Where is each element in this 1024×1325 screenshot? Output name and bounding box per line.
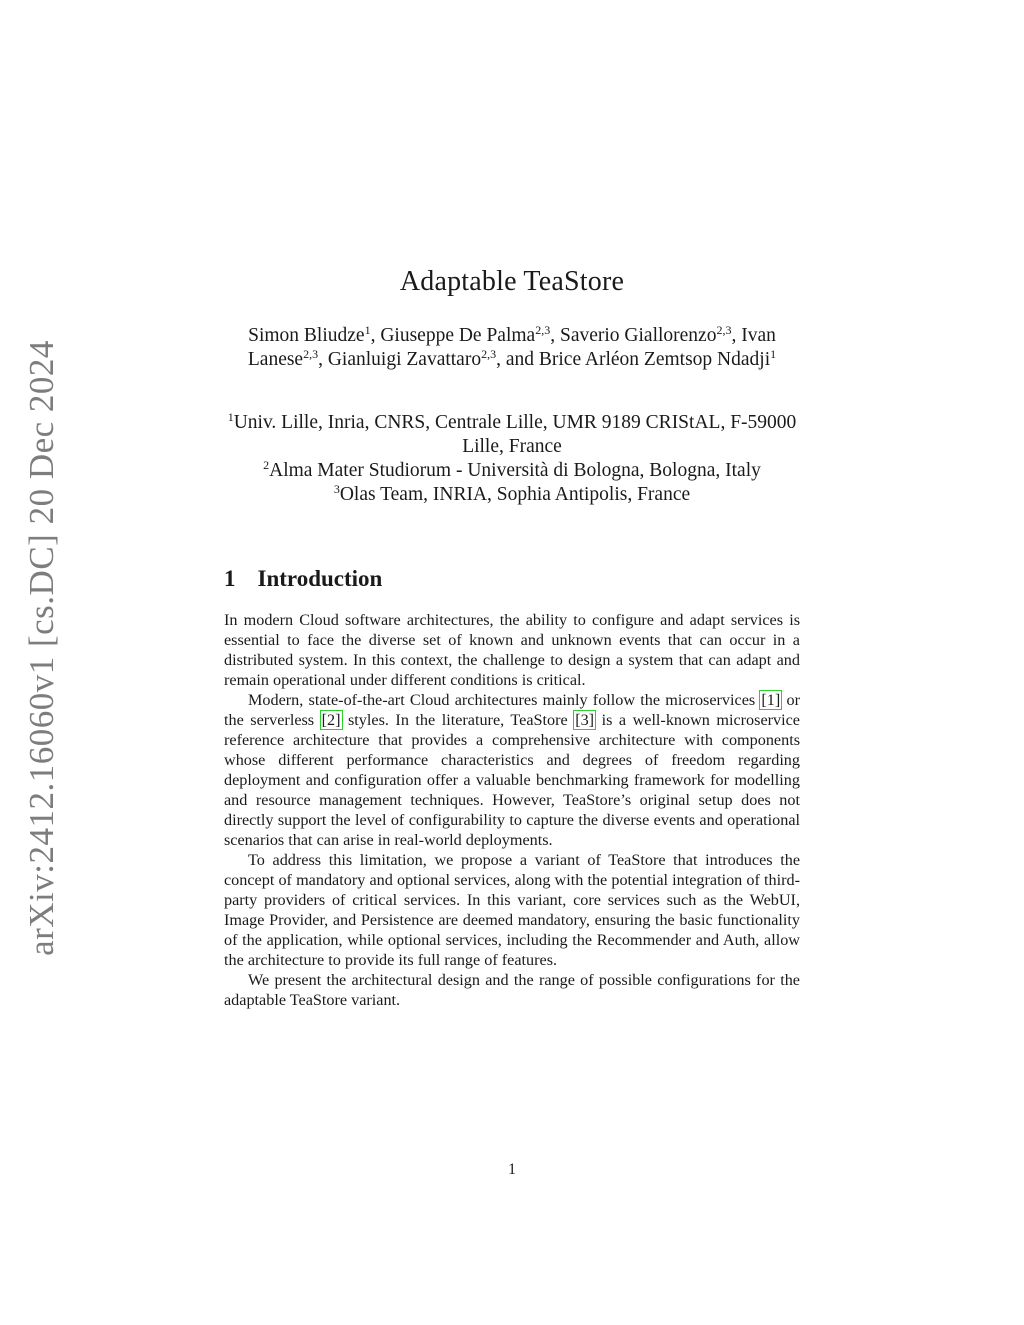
page-number: 1 xyxy=(508,1161,516,1178)
paragraph-4: We present the architectural design and the range of possible configurations for the adaptable TeaStore variant. xyxy=(224,971,800,1009)
citation-link-3[interactable]: [3] xyxy=(575,711,595,729)
author-affiliation-mark: 2,3 xyxy=(481,347,497,361)
author-name: Ivan Lanese xyxy=(247,325,776,370)
section-title: Introduction xyxy=(257,566,383,591)
paper-title: Adaptable TeaStore xyxy=(399,266,625,297)
author-affiliation-mark: 1 xyxy=(770,347,777,361)
citation-link-2[interactable]: [2] xyxy=(321,711,341,729)
author-list: Simon Bliudze$^1$, Giuseppe De Palma$^{2,3}$, Saverio Giallorenzo$^{2,3}$, Ivan Lanese$^{2,3}$, Gianluigi Zavattaro$^{2,3}$, and Brice Arléon Zemtsop Ndadji$^1$ xyxy=(247,323,777,370)
affiliation-list xyxy=(212,411,812,507)
author-affiliation-mark: 1 xyxy=(364,323,371,337)
section-heading xyxy=(224,566,382,592)
author-name: Brice Arléon Zemtsop Ndadji xyxy=(538,349,771,370)
author-name: Giuseppe De Palma xyxy=(380,325,536,346)
body-text xyxy=(224,610,800,1010)
author-name: Saverio Giallorenzo xyxy=(559,325,717,346)
author-name: Simon Bliudze xyxy=(248,325,365,346)
author-affiliation-mark: 2,3 xyxy=(303,347,319,361)
author-name: Gianluigi Zavattaro xyxy=(327,349,482,370)
author-affiliation-mark: 2,3 xyxy=(535,323,551,337)
arxiv-identifier-stamp: arXiv:2412.16060v1 [cs.DC] 20 Dec 2024 xyxy=(22,340,61,956)
paragraph-2: Modern, state-of-the-art Cloud architectures mainly follow the microservices [1] or the serverless [2] styles. In the literature, TeaStore [3] is a well-known microservice reference architecture that provides a comprehensive architecture with components whose different performance characteristics and degrees of freedom regarding deployment and configuration offer a valuable benchmarking framework for modelling and resource management techniques. However, TeaStore’s original setup does not directly support the level of configurability to capture the diverse events and operational scenarios that can arise in real-world deployments. xyxy=(224,691,801,849)
citation-link-1[interactable]: [1] xyxy=(761,691,781,709)
paragraph-1: In modern Cloud software architectures, the ability to configure and adapt services is essential to face the diverse set of known and unknown events that can occur in a distributed system. In this context, the challenge to design a system that can adapt and remain operational under different conditions is critical. xyxy=(224,611,800,689)
affiliation-2: $^2$Alma Mater Studiorum - Università di Bologna, Bologna, Italy xyxy=(263,458,761,481)
author-affiliation-mark: 2,3 xyxy=(716,323,732,337)
section-number: 1 xyxy=(224,566,236,591)
affiliation-1: $^1$Univ. Lille, Inria, CNRS, Centrale Lille, UMR 9189 CRIStAL, F-59000 Lille, France xyxy=(227,410,797,457)
paragraph-3: To address this limitation, we propose a variant of TeaStore that introduces the concept of mandatory and optional services, along with the potential integration of third-party providers of critical services. In this variant, core services such as the WebUI, Image Provider, and Persistence are deemed mandatory, ensuring the basic functionality of the application, while optional services, including the Recommender and Auth, allow the architecture to provide its full range of features. xyxy=(224,851,800,969)
affiliation-3: $^3$Olas Team, INRIA, Sophia Antipolis, France xyxy=(333,482,691,505)
